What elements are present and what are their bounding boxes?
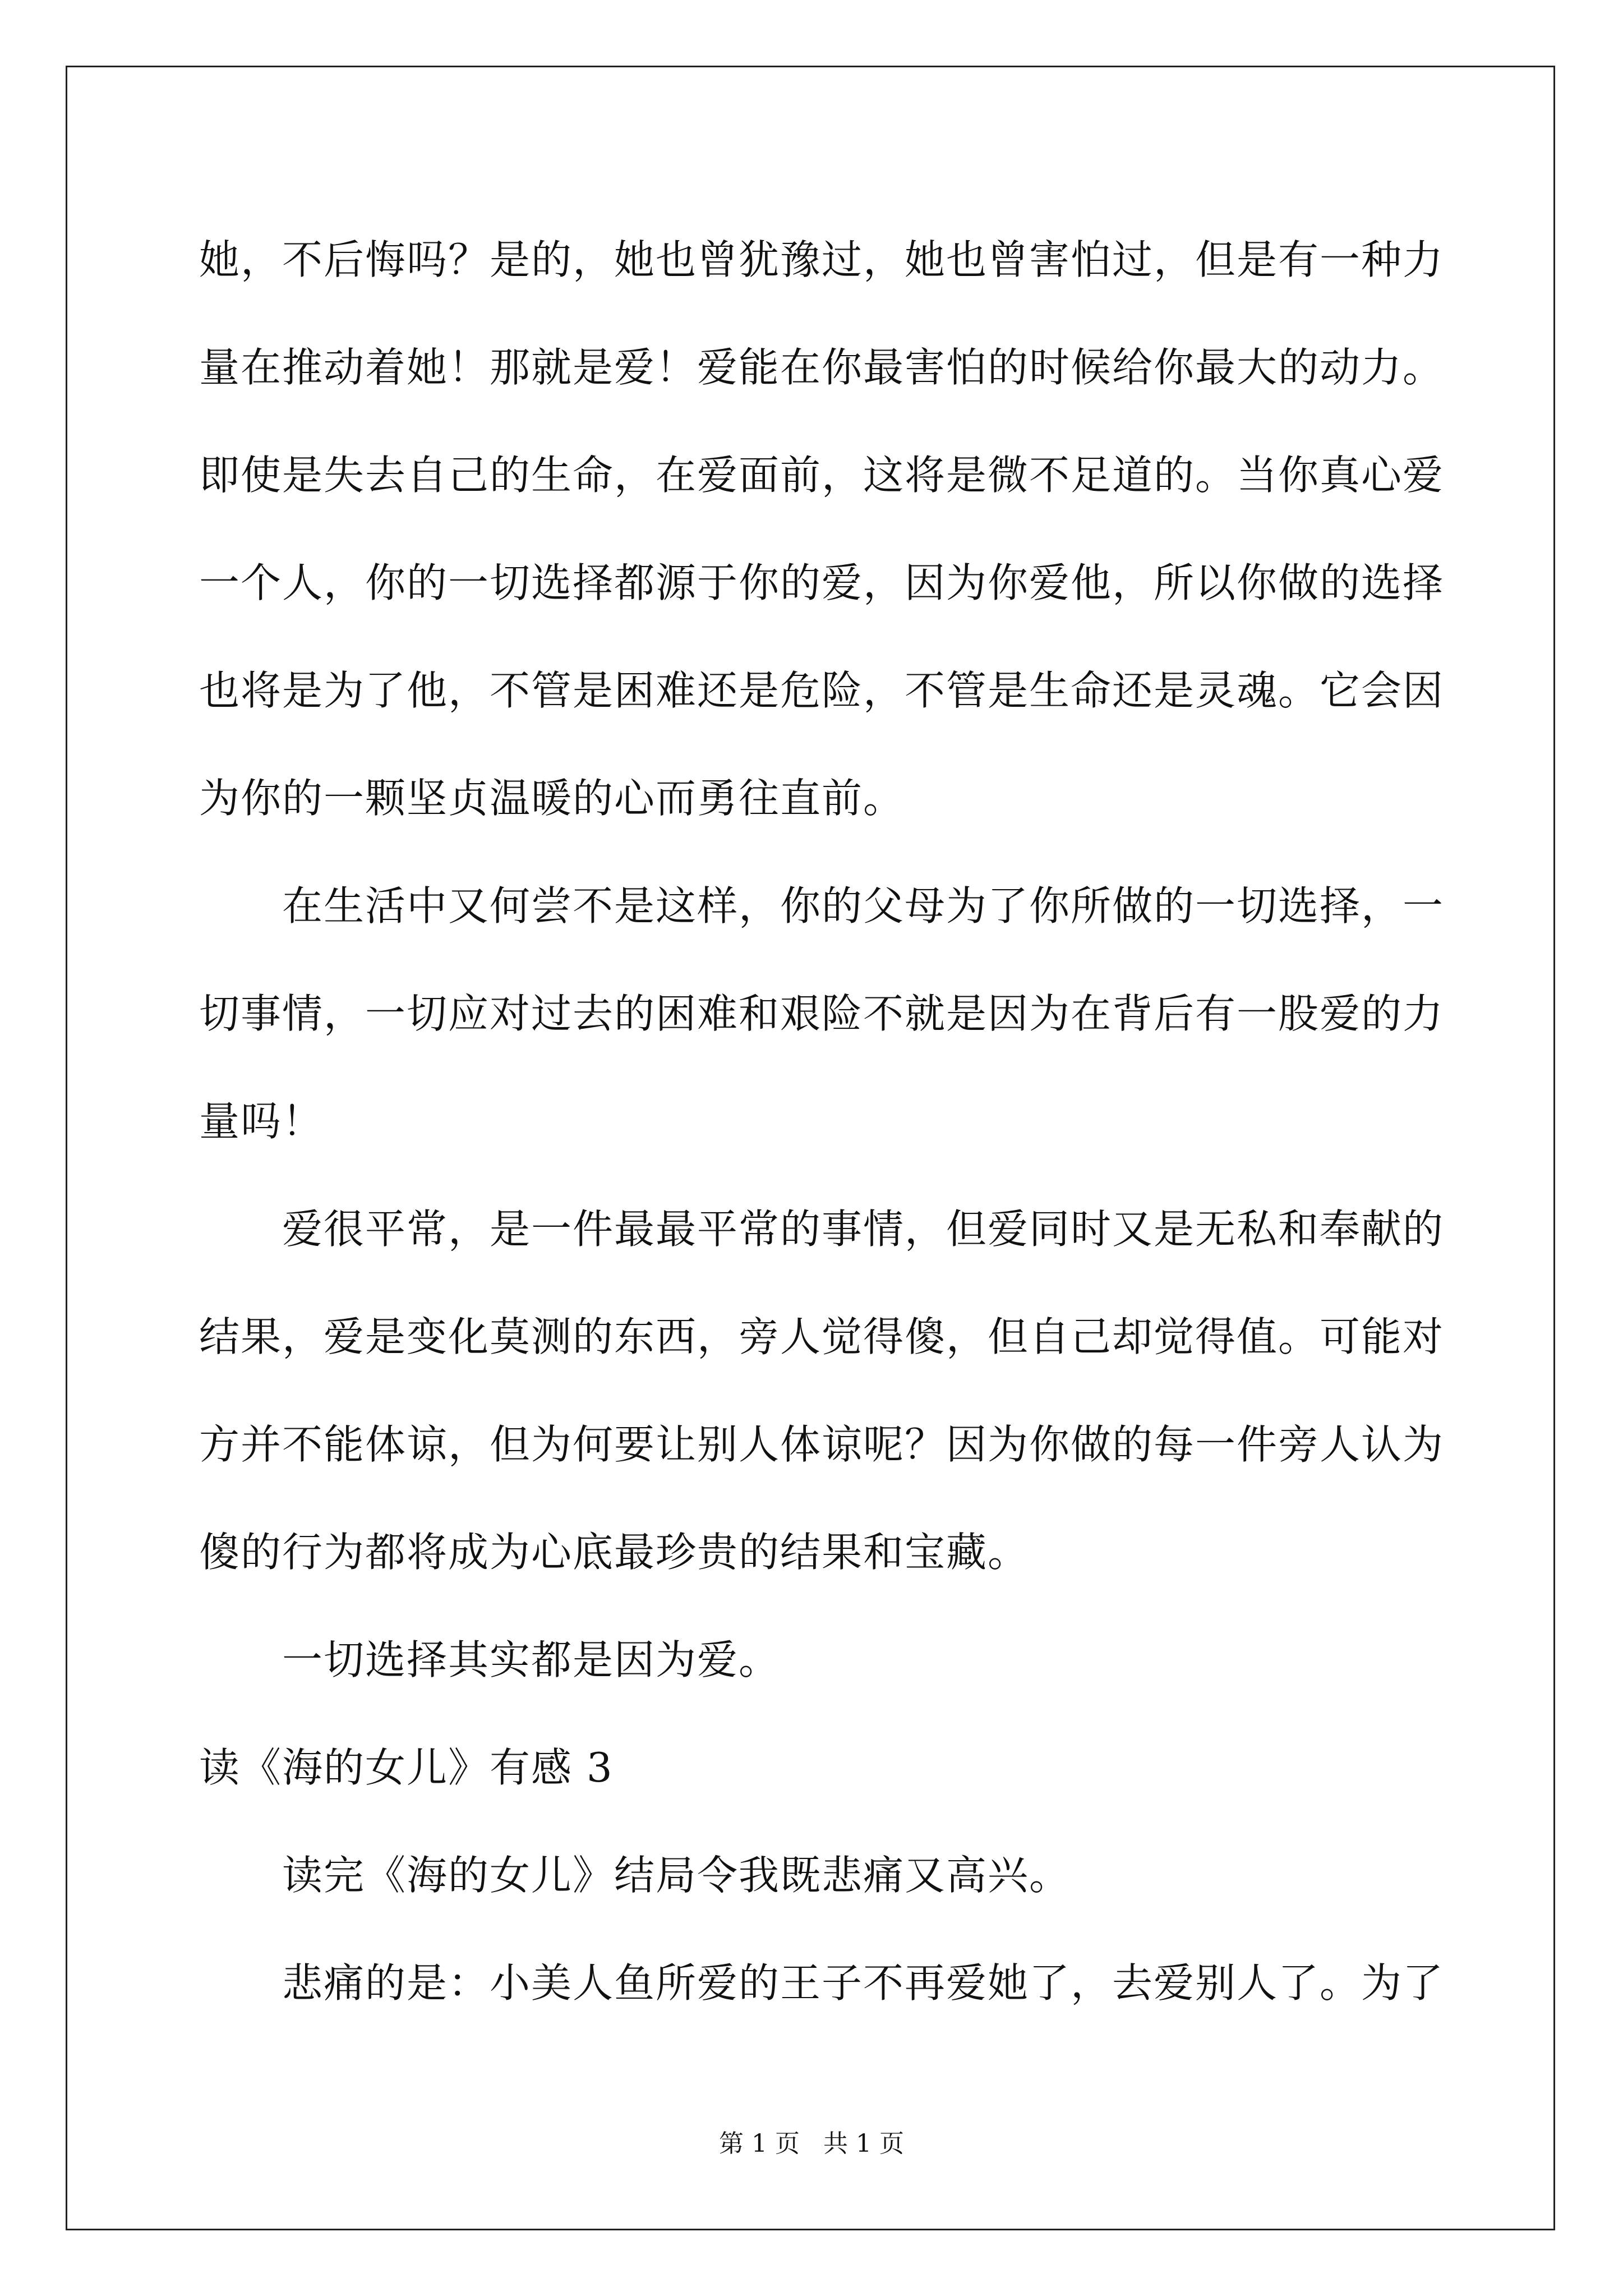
text-line: 结果，爱是变化莫测的东西，旁人觉得傻，但自己却觉得值。可能对 <box>199 1313 1445 1360</box>
text-line: 为你的一颗坚贞温暖的心而勇往直前。 <box>199 775 905 822</box>
paragraph-start-line: 在生活中又何尝不是这样，你的父母为了你所做的一切选择，一 <box>282 882 1445 930</box>
text-line: 傻的行为都将成为心底最珍贵的结果和宝藏。 <box>199 1529 1030 1576</box>
paragraph-start-line: 悲痛的是：小美人鱼所爱的王子不再爱她了，去爱别人了。为了 <box>282 1959 1445 2007</box>
text-line: 她，不后悔吗？是的，她也曾犹豫过，她也曾害怕过，但是有一种力 <box>199 236 1445 283</box>
text-line: 切事情，一切应对过去的困难和艰险不就是因为在背后有一股爱的力 <box>199 990 1445 1037</box>
document-body <box>199 206 1445 2037</box>
text-line: 方并不能体谅，但为何要让别人体谅呢？因为你做的每一件旁人认为 <box>199 1421 1445 1468</box>
text-line: 即使是失去自己的生命，在爱面前，这将是微不足道的。当你真心爱 <box>199 452 1445 499</box>
text-line: 量在推动着她！那就是爱！爱能在你最害怕的时候给你最大的动力。 <box>199 344 1445 391</box>
page-footer: 第 1 页 共 1 页 <box>719 2129 904 2158</box>
paragraph-start-line: 一切选择其实都是因为爱。 <box>282 1636 781 1683</box>
paragraph-start-line: 读完《海的女儿》结局令我既悲痛又高兴。 <box>282 1852 1071 1899</box>
paragraph-start-line: 爱很平常，是一件最最平常的事情，但爱同时又是无私和奉献的 <box>282 1205 1445 1253</box>
text-line: 也将是为了他，不管是困难还是危险，不管是生命还是灵魂。它会因 <box>199 667 1445 714</box>
text-line: 一个人，你的一切选择都源于你的爱，因为你爱他，所以你做的选择 <box>199 559 1445 606</box>
section-heading: 读《海的女儿》有感 3 <box>199 1744 614 1791</box>
text-line: 量吗！ <box>199 1098 324 1145</box>
